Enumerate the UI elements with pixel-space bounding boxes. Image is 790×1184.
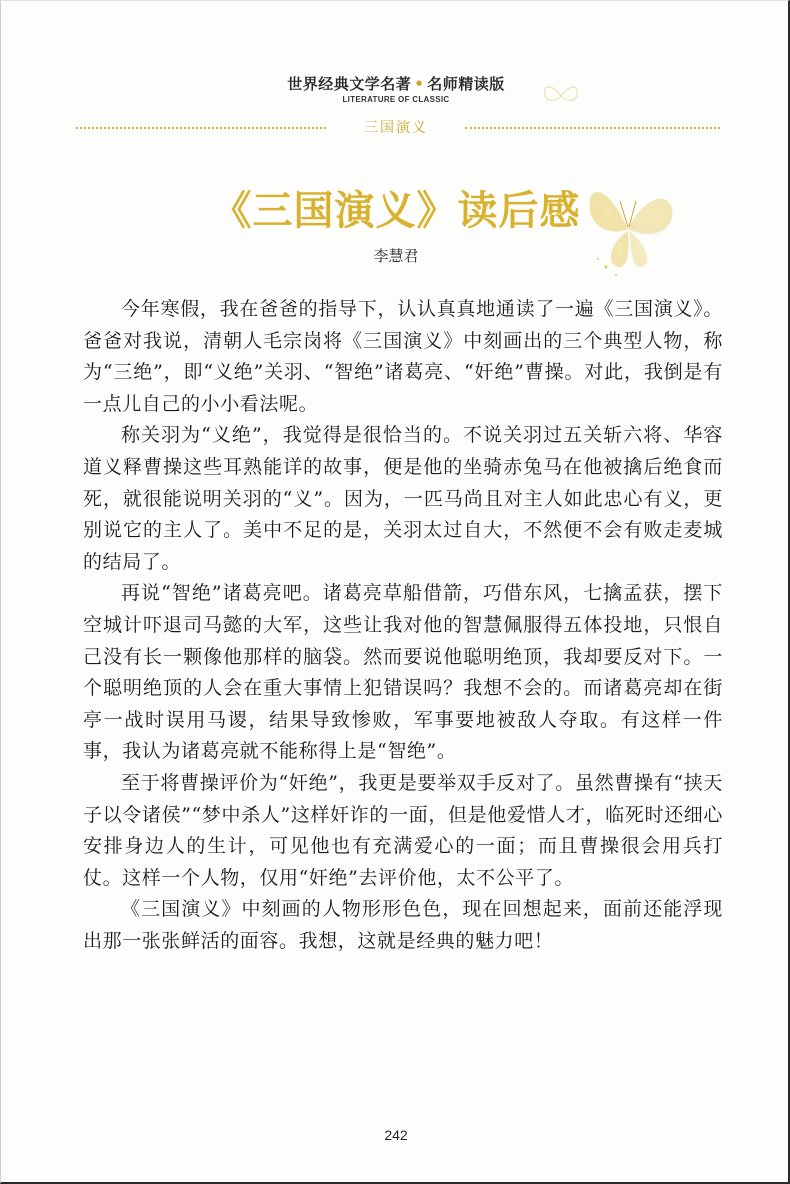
paragraph: 今年寒假，我在爸爸的指导下，认认真真地通读了一遍《三国演义》。爸爸对我说，清朝人毛宗岗将《三国演义》中刻画出的三个典型人物，称为“三绝”，即“义绝”关羽、“智绝”诸葛亮、“奸绝”曹操。对此，我倒是有一点儿自己的小小看法呢。	[83, 298, 723, 415]
paragraph: 称关羽为“义绝”，我觉得是很恰当的。不说关羽过五关斩六将、华容道义释曹操这些耳熟能详的故事，便是他的坐骑赤兔马在他被擒后绝食而死，就很能说明关羽的“义”。因为，一匹马尚且对主人如此忠心有义，更别说它的主人了。美中不足的是，关羽太过自大，不然便不会有败走麦城的结局了。	[83, 424, 723, 573]
series-name: 世界经典文学名著	[287, 75, 412, 93]
header-divider-right	[465, 127, 720, 129]
paragraph: 再说“智绝”诸葛亮吧。诸葛亮草船借箭，巧借东风，七擒孟获，摆下空城计吓退司马懿的大军，这些让我对他的智慧佩服得五体投地，只恨自己没有长一颗像他那样的脑袋。然而要说他聪明绝顶，我却要反对下。一个聪明绝顶的人会在重大事情上犯错误吗？我想不会的。而诸葛亮却在街亭一战时误用马谡，结果导致惨败，军事要地被敌人夺取。有这样一件事，我认为诸葛亮就不能称得上是“智绝”。	[83, 582, 723, 763]
header-divider-left	[76, 127, 326, 129]
butterfly-icon	[541, 81, 581, 111]
article-author: 李慧君	[373, 247, 419, 265]
paragraph: 至于将曹操评价为“奸绝”，我更是要举双手反对了。虽然曹操有“挟天子以令诸侯”“梦中杀人”这样奸诈的一面，但是他爱惜人才，临死时还细心安排身边人的生计，可见他也有充满爱心的一面；而且曹操很会用兵打仗。这样一个人物，仅用“奸绝”去评价他，太不公平了。	[83, 771, 723, 889]
article-title: 《三国演义》读后感	[211, 187, 581, 234]
series-title	[1, 73, 790, 94]
page-number: 242	[384, 1127, 408, 1143]
series-separator: •	[414, 75, 425, 93]
series-subtitle: LITERATURE OF CLASSIC	[342, 95, 450, 104]
paragraph: 《三国演义》中刻画的人物形形色色，现在回想起来，面前还能浮现出那一张张鲜活的面容。我想，这就是经典的魅力吧！	[83, 898, 723, 952]
article-body	[83, 294, 723, 957]
series-edition: 名师精读版	[427, 75, 505, 93]
section-label: 三国演义	[364, 120, 428, 136]
